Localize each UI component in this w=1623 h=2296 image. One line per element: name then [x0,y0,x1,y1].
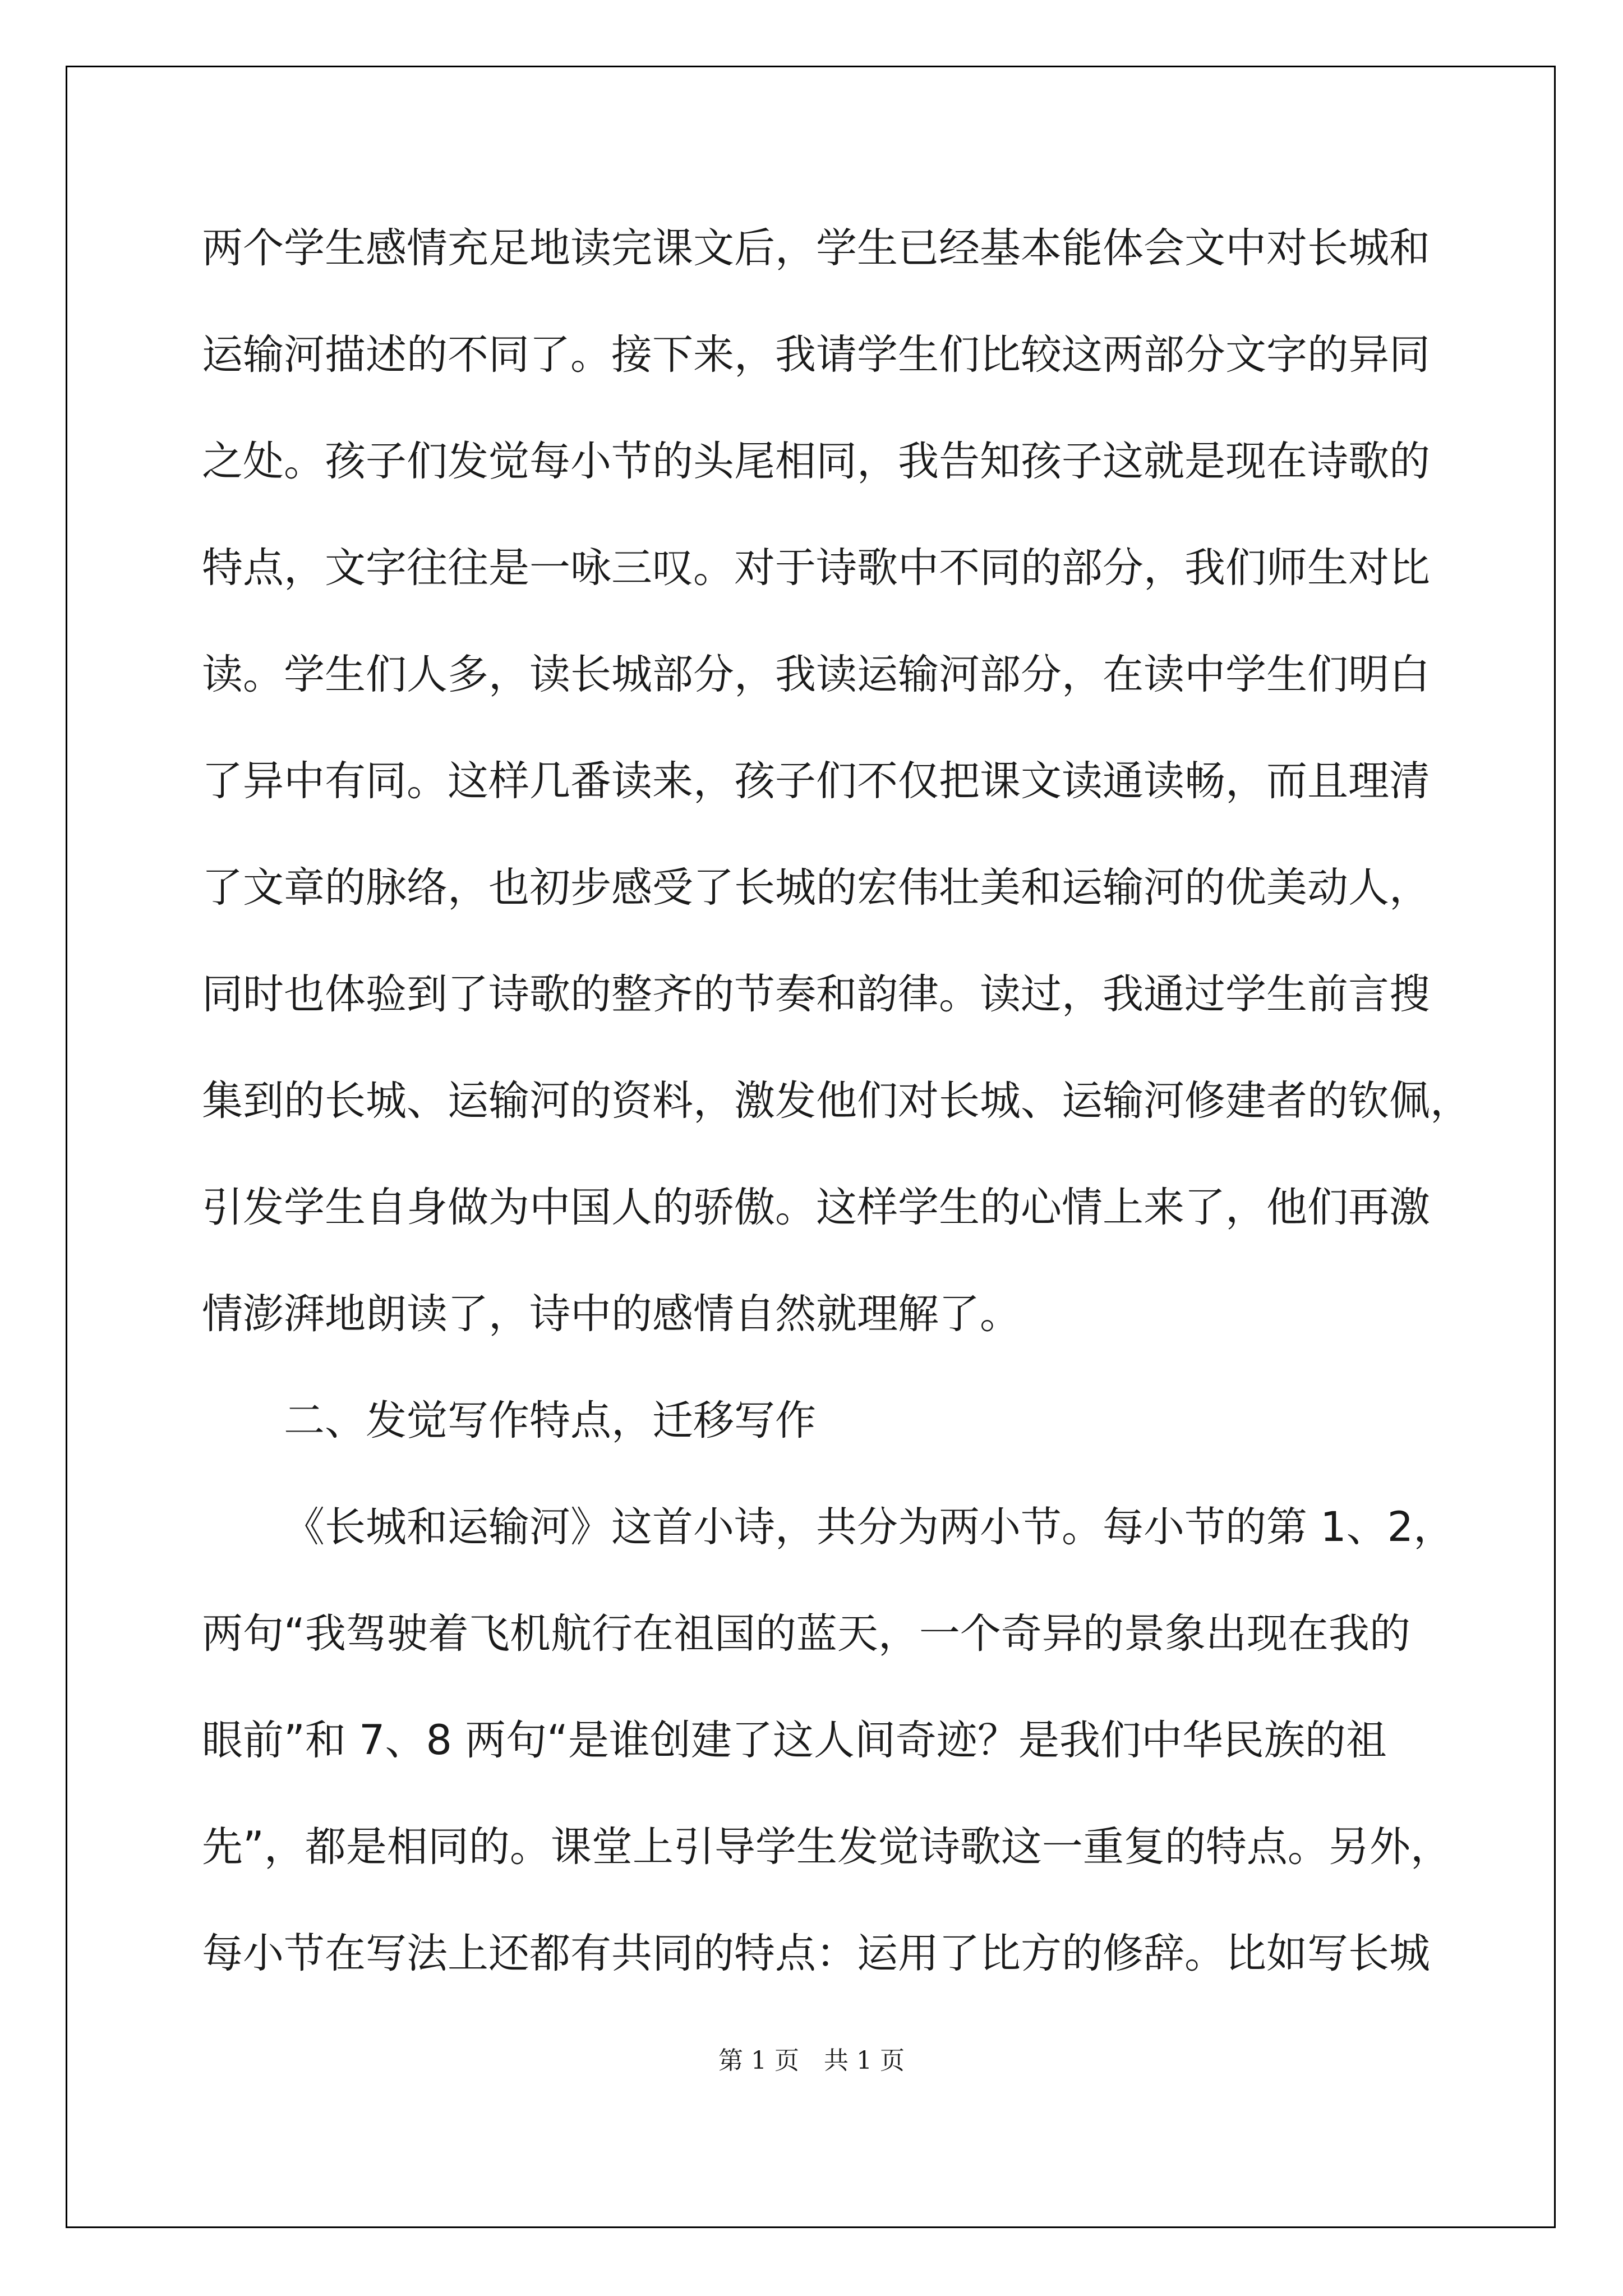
paragraph-1-line-10: 引发学生自身做为中国人的骄傲。这样学生的心情上来了，他们再激 [202,1184,1430,1231]
paragraph-1-line-6: 了异中有同。这样几番读来，孩子们不仅把课文读通读畅，而且理清 [202,757,1430,805]
paragraph-1-line-9: 集到的长城、运输河的资料，激发他们对长城、运输河修建者的钦佩， [202,1077,1471,1125]
page-number-footer: 第 1 页 共 1 页 [718,2046,905,2075]
paragraph-1-line-7: 了文章的脉络，也初步感受了长城的宏伟壮美和运输河的优美动人， [202,864,1430,912]
paragraph-1-line-4: 特点，文字往往是一咏三叹。对于诗歌中不同的部分，我们师生对比 [202,544,1430,592]
page-border [66,66,1556,2228]
paragraph-1-line-2: 运输河描述的不同了。接下来，我请学生们比较这两部分文字的异同 [202,331,1430,379]
paragraph-2-line-4: 先”，都是相同的。课堂上引导学生发觉诗歌这一重复的特点。另外， [202,1823,1451,1871]
paragraph-1-line-3: 之处。孩子们发觉每小节的头尾相同，我告知孩子这就是现在诗歌的 [202,438,1430,485]
paragraph-2-line-1: 《长城和运输河》这首小诗，共分为两小节。每小节的第 1、2， [284,1503,1455,1551]
paragraph-2-line-2: 两句“我驾驶着飞机航行在祖国的蓝天，一个奇异的景象出现在我的 [202,1610,1410,1658]
paragraph-2-line-3: 眼前”和 7、8 两句“是谁创建了这人间奇迹？是我们中华民族的祖 [202,1717,1387,1764]
paragraph-1-line-11: 情澎湃地朗读了，诗中的感情自然就理解了。 [202,1290,1021,1338]
paragraph-1-line-1: 两个学生感情充足地读完课文后，学生已经基本能体会文中对长城和 [202,224,1430,272]
paragraph-2-line-5: 每小节在写法上还都有共同的特点：运用了比方的修辞。比如写长城 [202,1930,1430,1977]
paragraph-1-line-5: 读。学生们人多，读长城部分，我读运输河部分，在读中学生们明白 [202,651,1430,698]
section-heading: 二、发觉写作特点，迁移写作 [284,1397,816,1444]
paragraph-1-line-8: 同时也体验到了诗歌的整齐的节奏和韵律。读过，我通过学生前言搜 [202,970,1430,1018]
